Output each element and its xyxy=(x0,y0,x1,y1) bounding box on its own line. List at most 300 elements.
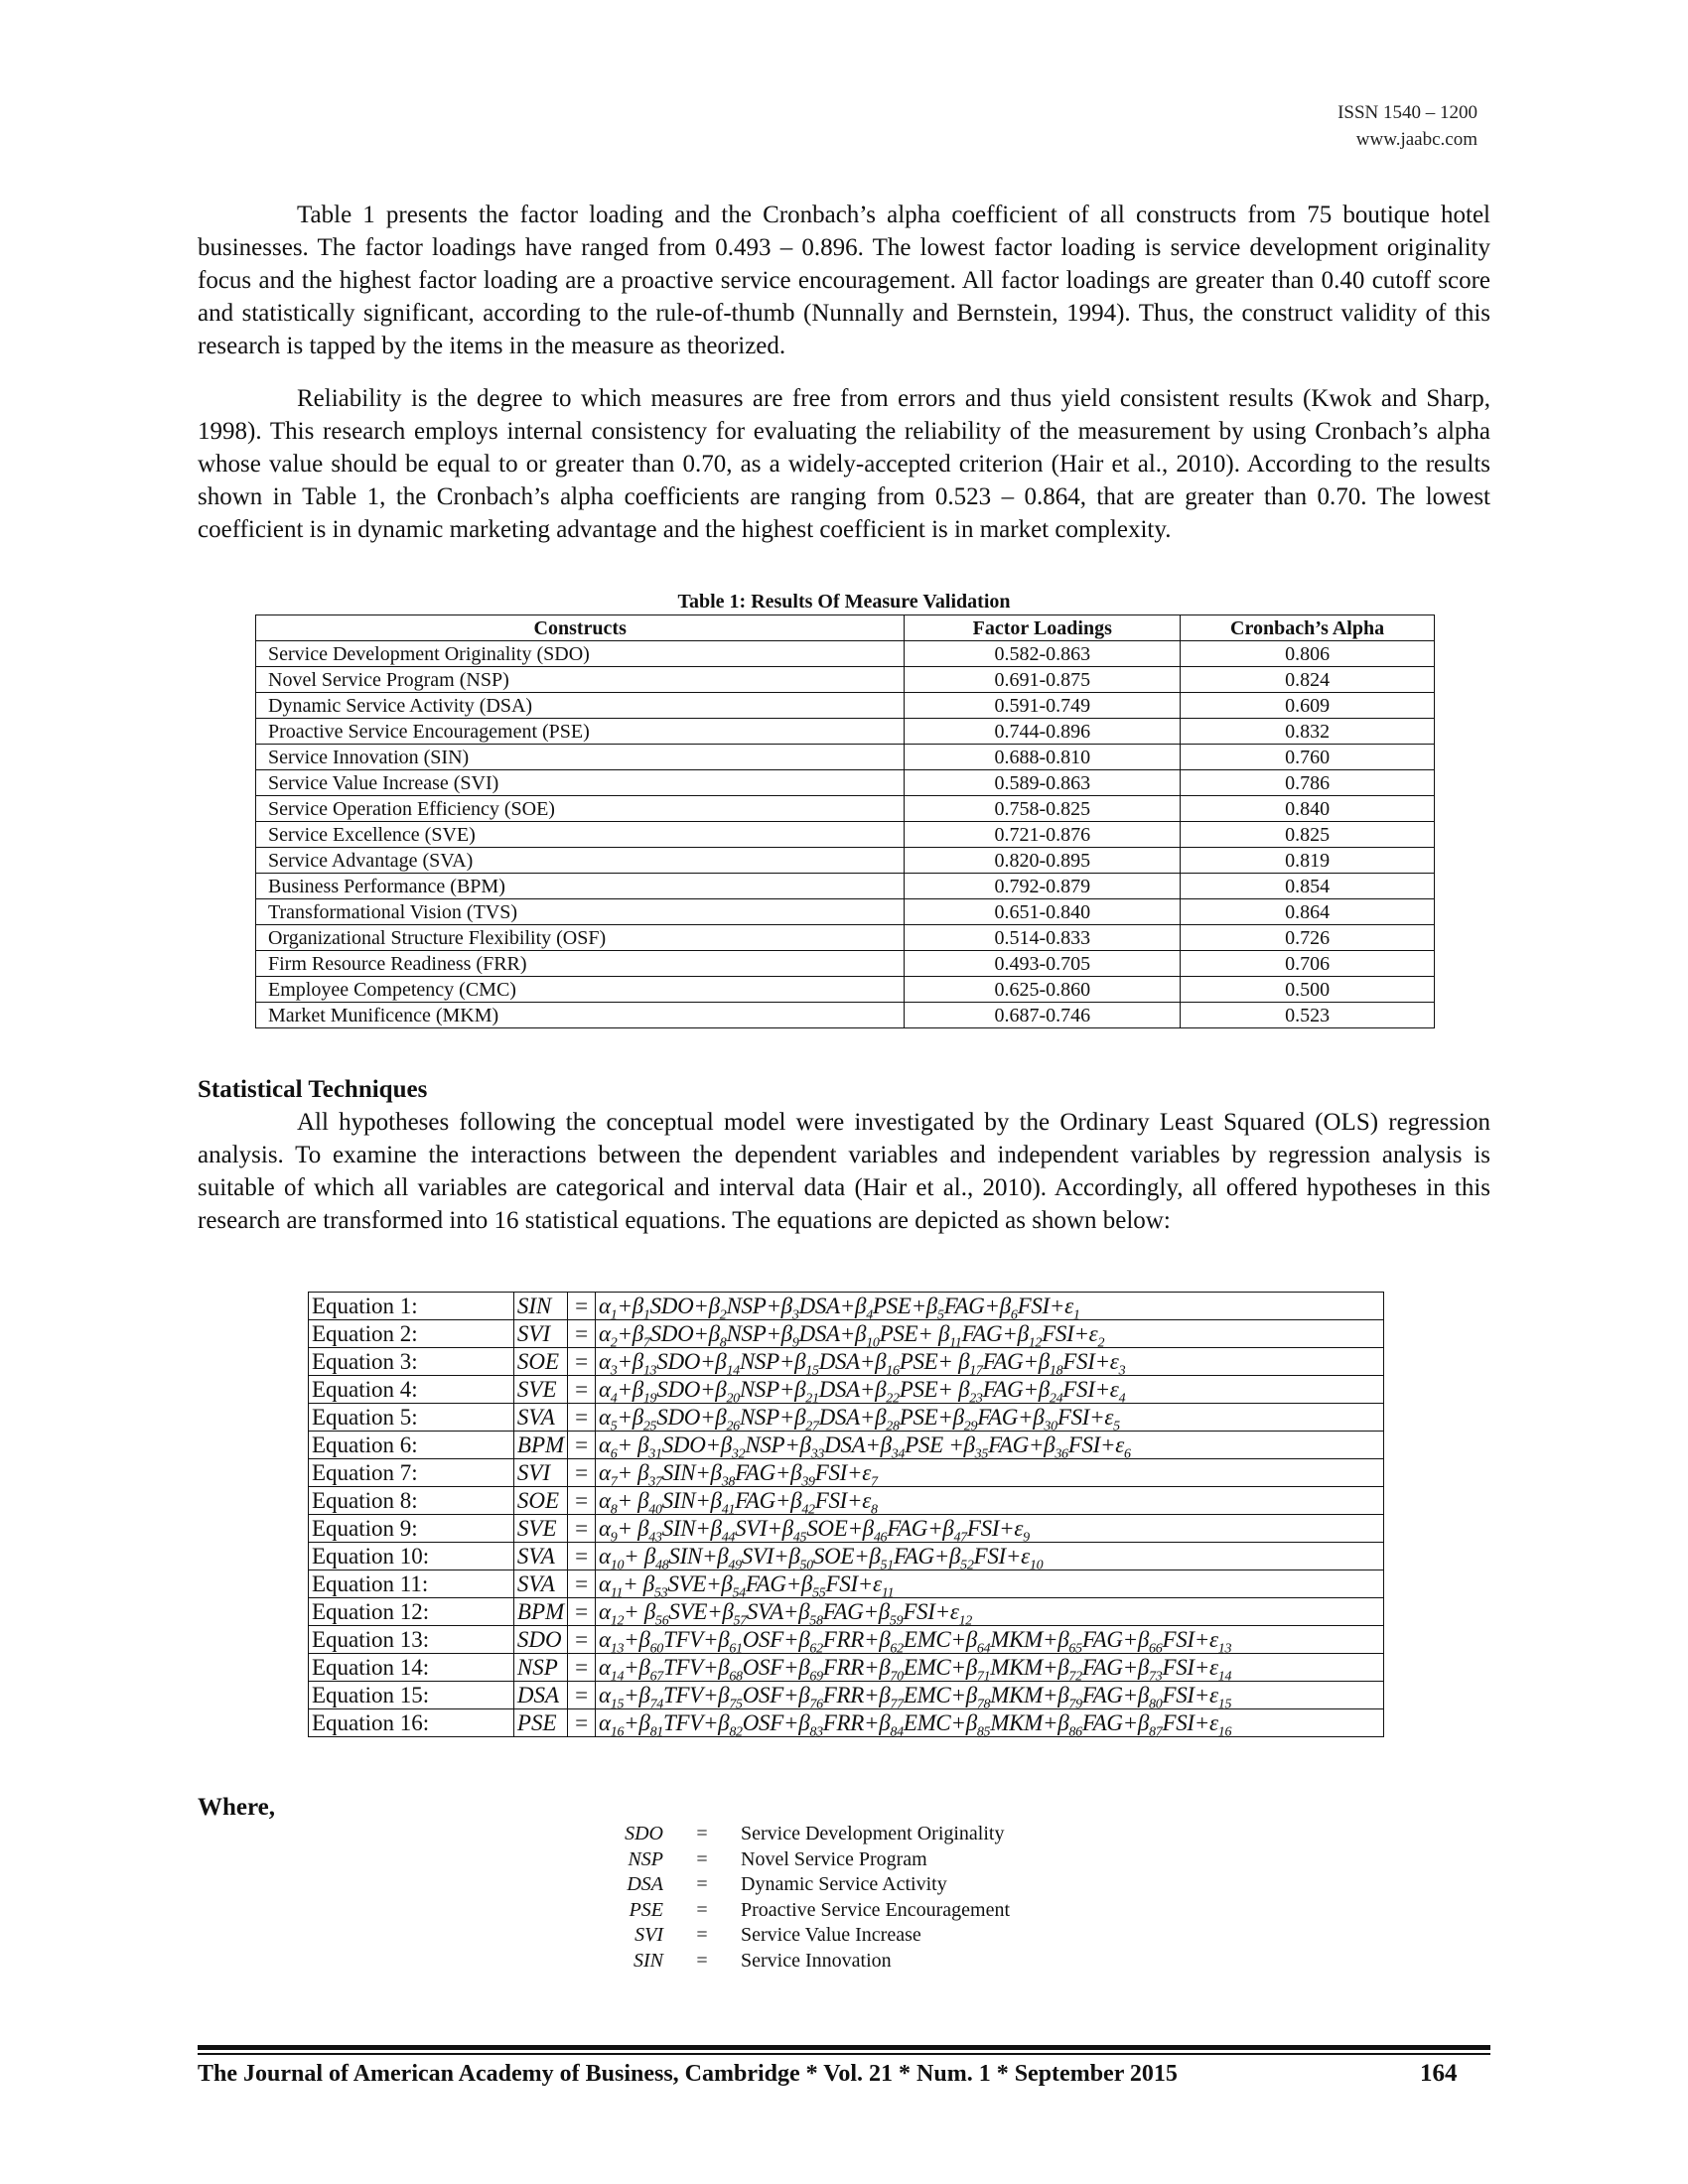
expression-term: MKM+β xyxy=(990,1627,1069,1652)
expression-term: EMC+β xyxy=(903,1627,977,1652)
construct-cell: Employee Competency (CMC) xyxy=(256,977,905,1003)
expression-term: DSA+β xyxy=(818,1377,887,1402)
table-row xyxy=(256,848,1435,874)
equals-sign: = xyxy=(568,1682,596,1709)
expression-term: SVE+β xyxy=(668,1599,734,1624)
table-row xyxy=(256,899,1435,925)
equals-sign: = xyxy=(568,1487,596,1515)
construct-cell: Market Munificence (MKM) xyxy=(256,1003,905,1028)
definition-row xyxy=(608,1847,1010,1873)
expression-subscript: 11 xyxy=(610,1585,624,1601)
equals-sign: = xyxy=(568,1654,596,1682)
expression-subscript: 40 xyxy=(648,1502,662,1518)
expression-term: + β xyxy=(617,1460,649,1485)
definition-meaning: Novel Service Program xyxy=(741,1847,927,1870)
expression-term: MKM+β xyxy=(990,1655,1069,1680)
expression-subscript: 73 xyxy=(1149,1669,1163,1685)
expression-subscript: 43 xyxy=(648,1530,662,1546)
expression-subscript: 14 xyxy=(610,1669,625,1685)
website-label: www.jaabc.com xyxy=(1355,129,1477,150)
expression-term: FAG+β xyxy=(1081,1627,1150,1652)
definition-abbreviation: NSP xyxy=(628,1847,663,1870)
equation-expression xyxy=(595,1487,1383,1518)
expression-subscript: 7 xyxy=(871,1474,878,1490)
expression-term: α xyxy=(598,1488,611,1513)
definition-abbreviation: PSE xyxy=(629,1898,663,1921)
expression-term: α xyxy=(598,1405,611,1430)
expression-term: FSI+ε xyxy=(1067,1433,1125,1457)
equation-label: Equation 6: xyxy=(309,1432,514,1459)
factor-loadings-cell: 0.582-0.863 xyxy=(905,641,1181,667)
cronbach-alpha-cell: 0.832 xyxy=(1181,719,1435,745)
factor-loadings-cell: 0.820-0.895 xyxy=(905,848,1181,874)
definition-meaning: Service Value Increase xyxy=(741,1924,921,1946)
definition-equals: = xyxy=(696,1873,708,1895)
expression-subscript: 53 xyxy=(653,1585,668,1601)
cronbach-alpha-cell: 0.854 xyxy=(1181,874,1435,899)
expression-term: FRR+β xyxy=(822,1710,891,1735)
table-row xyxy=(256,925,1435,951)
equation-expression xyxy=(595,1515,1383,1546)
expression-term: + β xyxy=(624,1544,655,1569)
construct-cell: Transformational Vision (TVS) xyxy=(256,899,905,925)
expression-subscript: 4 xyxy=(866,1307,873,1323)
equation-label: Equation 13: xyxy=(309,1626,514,1654)
equals-sign: = xyxy=(568,1459,596,1487)
construct-cell: Dynamic Service Activity (DSA) xyxy=(256,693,905,719)
paragraph-statistical-techniques xyxy=(198,1106,1490,1237)
expression-term: SOE+β xyxy=(812,1544,881,1569)
definition-row xyxy=(608,1822,1010,1847)
expression-subscript: 64 xyxy=(976,1641,991,1657)
expression-subscript: 1 xyxy=(1072,1307,1080,1323)
definition-row xyxy=(608,1898,1010,1924)
expression-term: α xyxy=(598,1599,611,1624)
definition-meaning: Service Development Originality xyxy=(741,1823,1005,1844)
expression-subscript: 16 xyxy=(886,1363,900,1379)
expression-term: + β xyxy=(624,1599,655,1624)
expression-subscript: 25 xyxy=(642,1419,657,1434)
expression-term: FSI+ε xyxy=(903,1599,959,1624)
equations-table xyxy=(308,1292,1384,1740)
expression-term: NSP+β xyxy=(726,1294,792,1318)
expression-term: PSE+ β xyxy=(899,1349,970,1374)
expression-subscript: 5 xyxy=(936,1307,944,1323)
expression-term: +β xyxy=(617,1377,643,1402)
definition-row xyxy=(608,1923,1010,1949)
expression-term: FAG+β xyxy=(988,1433,1055,1457)
expression-term: FRR+β xyxy=(822,1655,891,1680)
expression-subscript: 21 xyxy=(805,1391,819,1407)
equation-label: Equation 15: xyxy=(309,1682,514,1709)
table-row xyxy=(256,977,1435,1003)
definition-meaning: Service Innovation xyxy=(741,1949,892,1972)
expression-subscript: 16 xyxy=(610,1724,625,1740)
expression-subscript: 34 xyxy=(891,1446,906,1462)
journal-citation: The Journal of American Academy of Business, Cambridge * Vol. 21 * Num. 1 * September 2015 xyxy=(198,2061,1178,2087)
factor-loadings-cell: 0.625-0.860 xyxy=(905,977,1181,1003)
expression-term: DSA+β xyxy=(798,1294,867,1318)
expression-term: SVE+β xyxy=(667,1571,733,1596)
equation-expression xyxy=(595,1459,1383,1490)
expression-term: +β xyxy=(617,1349,643,1374)
equation-expression xyxy=(595,1376,1383,1407)
expression-term: FAG+β xyxy=(887,1516,954,1541)
equation-label: Equation 4: xyxy=(309,1376,514,1404)
table-row xyxy=(256,719,1435,745)
expression-term: NSP+β xyxy=(739,1349,806,1374)
expression-subscript: 12 xyxy=(610,1613,625,1629)
expression-term: α xyxy=(598,1710,611,1735)
expression-subscript: 58 xyxy=(809,1613,823,1629)
equation-row xyxy=(309,1682,1384,1709)
construct-cell: Proactive Service Encouragement (PSE) xyxy=(256,719,905,745)
expression-subscript: 5 xyxy=(1113,1419,1120,1434)
expression-subscript: 14 xyxy=(1217,1669,1232,1685)
expression-term: SIN+β xyxy=(668,1544,729,1569)
expression-term: OSF+β xyxy=(742,1710,810,1735)
factor-loadings-cell: 0.591-0.749 xyxy=(905,693,1181,719)
section-heading: Statistical Techniques xyxy=(198,1076,428,1103)
expression-subscript: 6 xyxy=(610,1446,618,1462)
dependent-variable: SVE xyxy=(513,1515,567,1543)
dependent-variable: SOE xyxy=(513,1487,567,1515)
equation-row xyxy=(309,1598,1384,1626)
expression-term: TFV+β xyxy=(662,1683,730,1707)
expression-term: SDO+β xyxy=(656,1349,727,1374)
expression-subscript: 77 xyxy=(890,1697,904,1712)
equation-row xyxy=(309,1487,1384,1515)
expression-subscript: 60 xyxy=(649,1641,663,1657)
equation-expression xyxy=(595,1682,1383,1712)
paragraph-text: Table 1 presents the factor loading and the Cronbach’s alpha coefficient of all constructs from 75 boutique hotel businesses. The factor loadings have ranged from 0.493 – 0.896. The lowest factor loading is service development originality focus and the highest factor loading are a proactive service encouragement. All factor loadings are greater than 0.40 cutoff score and statistically significant, according to the rule-of-thumb (Nunnally and Bernstein, 1994). Thus, the construct validity of this research is tapped by the items in the measure as theorized. xyxy=(198,202,1490,359)
expression-subscript: 17 xyxy=(969,1363,983,1379)
expression-subscript: 1 xyxy=(642,1307,650,1323)
expression-term: PSE+β xyxy=(872,1294,937,1318)
expression-subscript: 18 xyxy=(1049,1363,1063,1379)
expression-term: +β xyxy=(624,1627,650,1652)
equation-expression xyxy=(595,1543,1383,1573)
expression-term: NSP+β xyxy=(739,1377,806,1402)
expression-subscript: 75 xyxy=(729,1697,743,1712)
equations-body xyxy=(309,1293,1384,1740)
expression-term: α xyxy=(598,1321,611,1346)
expression-subscript: 66 xyxy=(1149,1641,1163,1657)
expression-term: FSI+ε xyxy=(973,1544,1030,1569)
cronbach-alpha-cell: 0.864 xyxy=(1181,899,1435,925)
expression-term: FSI+ε xyxy=(1017,1294,1073,1318)
expression-term: FAG+β xyxy=(943,1294,1011,1318)
expression-term: FAG+β xyxy=(982,1377,1050,1402)
expression-term: FAG+β xyxy=(745,1571,813,1596)
equation-row xyxy=(309,1709,1384,1737)
expression-subscript: 14 xyxy=(726,1363,740,1379)
equals-sign: = xyxy=(568,1320,596,1348)
expression-term: DSA+β xyxy=(798,1321,867,1346)
equals-sign: = xyxy=(568,1543,596,1570)
expression-term: NSP+β xyxy=(739,1405,806,1430)
table-caption: Table 1: Results Of Measure Validation xyxy=(677,591,1011,613)
table-header-row xyxy=(256,615,1435,641)
expression-term: +β xyxy=(617,1294,643,1318)
expression-term: FAG+β xyxy=(822,1599,890,1624)
expression-subscript: 86 xyxy=(1068,1724,1082,1740)
expression-subscript: 8 xyxy=(719,1335,727,1351)
expression-subscript: 29 xyxy=(963,1419,978,1434)
expression-term: FRR+β xyxy=(822,1683,891,1707)
definition-equals: = xyxy=(696,1924,708,1946)
expression-subscript: 46 xyxy=(873,1530,888,1546)
expression-subscript: 10 xyxy=(866,1335,880,1351)
definition-abbreviation: SIN xyxy=(633,1949,663,1972)
equation-expression xyxy=(595,1709,1383,1740)
construct-cell: Service Excellence (SVE) xyxy=(256,822,905,848)
expression-term: + β xyxy=(617,1516,649,1541)
equation-label: Equation 9: xyxy=(309,1515,514,1543)
equation-row xyxy=(309,1348,1384,1376)
dependent-variable: DSA xyxy=(513,1682,567,1709)
expression-term: NSP+β xyxy=(726,1321,792,1346)
expression-term: FAG+β xyxy=(977,1405,1045,1430)
expression-term: α xyxy=(598,1433,611,1457)
expression-subscript: 3 xyxy=(1118,1363,1126,1379)
equation-label: Equation 11: xyxy=(309,1570,514,1598)
expression-term: FSI+ε xyxy=(814,1488,872,1513)
factor-loadings-cell: 0.687-0.746 xyxy=(905,1003,1181,1028)
expression-term: FSI+ε xyxy=(814,1460,872,1485)
expression-subscript: 15 xyxy=(805,1363,819,1379)
equals-sign: = xyxy=(568,1626,596,1654)
expression-subscript: 35 xyxy=(974,1446,989,1462)
expression-subscript: 62 xyxy=(809,1641,823,1657)
expression-subscript: 8 xyxy=(610,1502,618,1518)
equation-row xyxy=(309,1570,1384,1598)
expression-subscript: 56 xyxy=(655,1613,669,1629)
expression-subscript: 54 xyxy=(732,1585,746,1601)
expression-term: FSI+ε xyxy=(1056,1405,1114,1430)
expression-subscript: 10 xyxy=(1029,1558,1044,1573)
table-row xyxy=(256,667,1435,693)
expression-term: SVA+β xyxy=(746,1599,810,1624)
expression-subscript: 61 xyxy=(729,1641,743,1657)
definition-equals: = xyxy=(696,1949,708,1972)
expression-term: SOE+β xyxy=(806,1516,874,1541)
equals-sign: = xyxy=(568,1570,596,1598)
equation-label: Equation 8: xyxy=(309,1487,514,1515)
equation-row xyxy=(309,1459,1384,1487)
expression-term: PSE+ β xyxy=(879,1321,950,1346)
equation-row xyxy=(309,1320,1384,1348)
expression-subscript: 10 xyxy=(610,1558,625,1573)
definition-row xyxy=(608,1872,1010,1898)
equals-sign: = xyxy=(568,1709,596,1737)
equation-label: Equation 3: xyxy=(309,1348,514,1376)
dependent-variable: PSE xyxy=(513,1709,567,1737)
cronbach-alpha-cell: 0.819 xyxy=(1181,848,1435,874)
equation-row xyxy=(309,1654,1384,1682)
expression-term: FSI+ε xyxy=(1162,1655,1218,1680)
expression-term: +β xyxy=(617,1321,643,1346)
cronbach-alpha-cell: 0.840 xyxy=(1181,796,1435,822)
expression-term: PSE +β xyxy=(905,1433,975,1457)
expression-subscript: 79 xyxy=(1068,1697,1082,1712)
expression-subscript: 13 xyxy=(642,1363,657,1379)
expression-term: +β xyxy=(624,1655,650,1680)
expression-subscript: 57 xyxy=(733,1613,747,1629)
expression-subscript: 38 xyxy=(721,1474,736,1490)
expression-term: FSI+ε xyxy=(1162,1710,1218,1735)
factor-loadings-cell: 0.758-0.825 xyxy=(905,796,1181,822)
expression-term: FAG+β xyxy=(735,1460,802,1485)
table-row xyxy=(256,796,1435,822)
expression-term: FSI+ε xyxy=(1062,1349,1119,1374)
construct-cell: Service Development Originality (SDO) xyxy=(256,641,905,667)
expression-subscript: 37 xyxy=(648,1474,662,1490)
definition-equals: = xyxy=(696,1823,708,1844)
expression-subscript: 67 xyxy=(649,1669,663,1685)
dependent-variable: SVA xyxy=(513,1543,567,1570)
equation-expression xyxy=(595,1432,1383,1462)
expression-term: TFV+β xyxy=(662,1627,730,1652)
definition-row xyxy=(608,1949,1010,1975)
expression-subscript: 5 xyxy=(610,1419,618,1434)
dependent-variable: SVA xyxy=(513,1404,567,1432)
table-row xyxy=(256,1003,1435,1028)
expression-term: SDO+β xyxy=(649,1294,720,1318)
expression-subscript: 30 xyxy=(1044,1419,1057,1434)
equation-expression xyxy=(595,1570,1383,1601)
expression-term: MKM+β xyxy=(990,1683,1069,1707)
expression-term: α xyxy=(598,1294,611,1318)
equation-label: Equation 2: xyxy=(309,1320,514,1348)
expression-term: FSI+ε xyxy=(1162,1683,1218,1707)
expression-subscript: 2 xyxy=(1097,1335,1105,1351)
expression-subscript: 15 xyxy=(610,1697,625,1712)
expression-subscript: 15 xyxy=(1217,1697,1232,1712)
expression-subscript: 78 xyxy=(976,1697,991,1712)
expression-term: FSI+ε xyxy=(1042,1321,1098,1346)
expression-subscript: 42 xyxy=(801,1502,815,1518)
table-row xyxy=(256,641,1435,667)
cronbach-alpha-cell: 0.760 xyxy=(1181,745,1435,770)
dependent-variable: SOE xyxy=(513,1348,567,1376)
expression-term: +β xyxy=(624,1683,650,1707)
equation-expression xyxy=(595,1598,1383,1629)
expression-term: SDO+β xyxy=(656,1405,727,1430)
cronbach-alpha-cell: 0.786 xyxy=(1181,770,1435,796)
cronbach-alpha-cell: 0.609 xyxy=(1181,693,1435,719)
expression-term: SIN+β xyxy=(661,1460,722,1485)
expression-subscript: 59 xyxy=(889,1613,904,1629)
paragraph-factor-loading xyxy=(198,199,1490,362)
equation-row xyxy=(309,1432,1384,1459)
factor-loadings-cell: 0.721-0.876 xyxy=(905,822,1181,848)
expression-subscript: 20 xyxy=(726,1391,740,1407)
cronbach-alpha-cell: 0.824 xyxy=(1181,667,1435,693)
equation-label: Equation 5: xyxy=(309,1404,514,1432)
expression-subscript: 47 xyxy=(953,1530,967,1546)
expression-term: SDO+β xyxy=(656,1377,727,1402)
dependent-variable: SDO xyxy=(513,1626,567,1654)
expression-subscript: 52 xyxy=(960,1558,974,1573)
expression-subscript: 9 xyxy=(610,1530,618,1546)
expression-term: SIN+β xyxy=(661,1516,722,1541)
expression-term: SVI+β xyxy=(735,1516,793,1541)
table-row xyxy=(256,822,1435,848)
issn-label: ISSN 1540 – 1200 xyxy=(1337,102,1477,123)
expression-term: +β xyxy=(617,1405,643,1430)
expression-subscript: 82 xyxy=(729,1724,743,1740)
expression-subscript: 6 xyxy=(1010,1307,1018,1323)
equation-row xyxy=(309,1404,1384,1432)
expression-term: α xyxy=(598,1683,611,1707)
equals-sign: = xyxy=(568,1404,596,1432)
expression-term: + β xyxy=(617,1433,649,1457)
expression-term: +β xyxy=(624,1710,650,1735)
equals-sign: = xyxy=(568,1376,596,1404)
definition-abbreviation: SVI xyxy=(634,1924,663,1946)
expression-subscript: 71 xyxy=(976,1669,991,1685)
expression-term: FAG+β xyxy=(1081,1655,1150,1680)
cronbach-alpha-cell: 0.500 xyxy=(1181,977,1435,1003)
expression-subscript: 13 xyxy=(1217,1641,1232,1657)
dependent-variable: NSP xyxy=(513,1654,567,1682)
expression-term: α xyxy=(598,1349,611,1374)
expression-subscript: 80 xyxy=(1149,1697,1163,1712)
dependent-variable: BPM xyxy=(513,1598,567,1626)
expression-term: OSF+β xyxy=(742,1655,810,1680)
factor-loadings-cell: 0.514-0.833 xyxy=(905,925,1181,951)
expression-subscript: 74 xyxy=(649,1697,663,1712)
definitions-table xyxy=(608,1822,1010,1974)
expression-subscript: 76 xyxy=(809,1697,823,1712)
expression-subscript: 55 xyxy=(812,1585,826,1601)
expression-term: FSI+ε xyxy=(1062,1377,1119,1402)
expression-subscript: 85 xyxy=(976,1724,991,1740)
expression-term: α xyxy=(598,1571,611,1596)
expression-subscript: 28 xyxy=(886,1419,900,1434)
expression-subscript: 24 xyxy=(1049,1391,1063,1407)
column-header: Constructs xyxy=(256,615,905,641)
construct-cell: Service Advantage (SVA) xyxy=(256,848,905,874)
table-row xyxy=(256,693,1435,719)
expression-term: FSI+ε xyxy=(1162,1627,1218,1652)
expression-term: FRR+β xyxy=(822,1627,891,1652)
expression-term: FSI+ε xyxy=(825,1571,882,1596)
expression-term: PSE+ β xyxy=(899,1377,970,1402)
expression-subscript: 23 xyxy=(969,1391,983,1407)
expression-term: SVI+β xyxy=(741,1544,800,1569)
equation-expression xyxy=(595,1654,1383,1685)
expression-term: TFV+β xyxy=(662,1655,730,1680)
cronbach-alpha-cell: 0.806 xyxy=(1181,641,1435,667)
expression-subscript: 22 xyxy=(886,1391,900,1407)
expression-subscript: 27 xyxy=(805,1419,819,1434)
expression-term: FAG+β xyxy=(961,1321,1029,1346)
dependent-variable: SVI xyxy=(513,1459,567,1487)
expression-subscript: 4 xyxy=(610,1391,618,1407)
equation-expression xyxy=(595,1348,1383,1379)
definition-abbreviation: DSA xyxy=(627,1873,663,1895)
dependent-variable: SVA xyxy=(513,1570,567,1598)
expression-term: DSA+β xyxy=(824,1433,892,1457)
equation-row xyxy=(309,1515,1384,1543)
expression-term: MKM+β xyxy=(990,1710,1069,1735)
expression-subscript: 2 xyxy=(610,1335,618,1351)
factor-loadings-cell: 0.691-0.875 xyxy=(905,667,1181,693)
definition-abbreviation: SDO xyxy=(625,1823,663,1844)
equals-sign: = xyxy=(568,1293,596,1320)
